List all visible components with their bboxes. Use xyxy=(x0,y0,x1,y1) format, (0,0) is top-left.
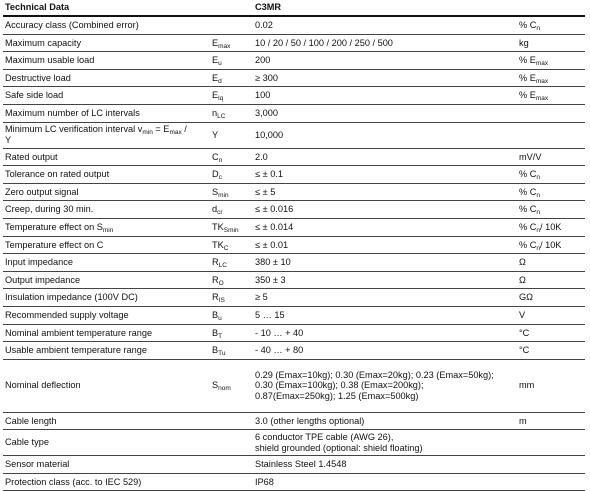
table-row xyxy=(3,122,585,148)
unit-cell: % $C_n$ xyxy=(515,166,585,184)
unit-cell: Ω xyxy=(515,254,585,272)
table-row xyxy=(3,289,585,307)
symbol-cell: $n_{LC}$ xyxy=(206,104,253,122)
unit-cell: mm xyxy=(515,359,585,412)
value-cell: 3,000 xyxy=(253,104,515,122)
table-row xyxy=(3,306,585,324)
symbol-cell: $R_O$ xyxy=(206,271,253,289)
unit-cell: °C xyxy=(515,324,585,342)
table-row xyxy=(3,166,585,184)
param-cell: Nominal deflection xyxy=(3,359,206,412)
value-cell: 6 conductor TPE cable (AWG 26), shield grounded (optional: shield floating) xyxy=(253,430,515,456)
table-row xyxy=(3,456,585,474)
symbol-cell: $E_{max}$ xyxy=(206,34,253,52)
table-row xyxy=(3,412,585,430)
table-row xyxy=(3,236,585,254)
table-row xyxy=(3,148,585,166)
param-cell: Temperature effect on $S_{min}$ xyxy=(3,218,206,236)
symbol-cell: $D_c$ xyxy=(206,166,253,184)
param-cell: Zero output signal xyxy=(3,183,206,201)
unit-cell: Ω xyxy=(515,271,585,289)
table-row xyxy=(3,342,585,360)
value-cell: 10 / 20 / 50 / 100 / 200 / 250 / 500 xyxy=(253,34,515,52)
unit-cell: % $C_n/$ 10K xyxy=(515,236,585,254)
header-value: C3MR xyxy=(253,0,515,16)
unit-cell xyxy=(515,104,585,122)
param-cell: Temperature effect on C xyxy=(3,236,206,254)
symbol-cell: $B_{Tu}$ xyxy=(206,342,253,360)
unit-cell xyxy=(515,473,585,491)
value-cell: - 10 … + 40 xyxy=(253,324,515,342)
param-cell: Safe side load xyxy=(3,87,206,105)
symbol-cell: $TK_C$ xyxy=(206,236,253,254)
symbol-cell xyxy=(206,430,253,456)
unit-cell: mV/V xyxy=(515,148,585,166)
symbol-cell: $S_{nom}$ xyxy=(206,359,253,412)
unit-cell: % $E_{max}$ xyxy=(515,69,585,87)
value-cell: 5 … 15 xyxy=(253,306,515,324)
param-cell: Cable type xyxy=(3,430,206,456)
param-cell: Maximum number of LC intervals xyxy=(3,104,206,122)
table-row xyxy=(3,16,585,34)
unit-cell: kg xyxy=(515,34,585,52)
param-cell: Accuracy class (Combined error) xyxy=(3,16,206,34)
param-cell: Creep, during 30 min. xyxy=(3,201,206,219)
unit-cell: °C xyxy=(515,342,585,360)
table-row xyxy=(3,218,585,236)
value-cell: ≥ 5 xyxy=(253,289,515,307)
value-cell: ≤ ± 5 xyxy=(253,183,515,201)
table-row xyxy=(3,359,585,412)
table-row xyxy=(3,271,585,289)
table-row xyxy=(3,87,585,105)
param-cell: Output impedance xyxy=(3,271,206,289)
unit-cell: m xyxy=(515,412,585,430)
value-cell: 380 ± 10 xyxy=(253,254,515,272)
param-cell: Tolerance on rated output xyxy=(3,166,206,184)
table-row xyxy=(3,201,585,219)
value-cell: 200 xyxy=(253,52,515,70)
value-cell: 10,000 xyxy=(253,122,515,148)
symbol-cell: $E_{lq}$ xyxy=(206,87,253,105)
value-cell: 0.02 xyxy=(253,16,515,34)
value-cell: - 40 … + 80 xyxy=(253,342,515,360)
value-cell: Stainless Steel 1.4548 xyxy=(253,456,515,474)
table-header-row xyxy=(3,0,585,16)
table-row xyxy=(3,183,585,201)
table-row xyxy=(3,324,585,342)
value-cell: 3.0 (other lengths optional) xyxy=(253,412,515,430)
symbol-cell: Y xyxy=(206,122,253,148)
value-cell: 350 ± 3 xyxy=(253,271,515,289)
symbol-cell: $S_{min}$ xyxy=(206,183,253,201)
symbol-cell xyxy=(206,412,253,430)
param-cell: Destructive load xyxy=(3,69,206,87)
value-cell: IP68 xyxy=(253,473,515,491)
symbol-cell xyxy=(206,16,253,34)
unit-cell xyxy=(515,430,585,456)
param-cell: Sensor material xyxy=(3,456,206,474)
param-cell: Cable length xyxy=(3,412,206,430)
symbol-cell: $E_u$ xyxy=(206,52,253,70)
symbol-cell: $B_u$ xyxy=(206,306,253,324)
value-cell: ≤ ± 0.01 xyxy=(253,236,515,254)
table-row xyxy=(3,430,585,456)
unit-cell: % $C_n/$ 10K xyxy=(515,218,585,236)
param-cell: Protection class (acc. to IEC 529) xyxy=(3,473,206,491)
symbol-cell: $R_{IS}$ xyxy=(206,289,253,307)
value-cell: ≥ 300 xyxy=(253,69,515,87)
param-cell: Insulation impedance (100V DC) xyxy=(3,289,206,307)
table-row xyxy=(3,104,585,122)
value-cell: ≤ ± 0.1 xyxy=(253,166,515,184)
symbol-cell: $d_{cr}$ xyxy=(206,201,253,219)
value-cell: 100 xyxy=(253,87,515,105)
symbol-cell: $C_n$ xyxy=(206,148,253,166)
param-cell: Maximum usable load xyxy=(3,52,206,70)
unit-cell: V xyxy=(515,306,585,324)
symbol-cell xyxy=(206,473,253,491)
symbol-cell xyxy=(206,456,253,474)
table-row xyxy=(3,52,585,70)
symbol-cell: $R_{LC}$ xyxy=(206,254,253,272)
unit-cell: % $C_n$ xyxy=(515,16,585,34)
value-cell: ≤ ± 0.014 xyxy=(253,218,515,236)
table-row xyxy=(3,69,585,87)
unit-cell: % $C_n$ xyxy=(515,201,585,219)
symbol-cell: $TK_{Smin}$ xyxy=(206,218,253,236)
param-cell: Rated output xyxy=(3,148,206,166)
symbol-cell: $B_T$ xyxy=(206,324,253,342)
technical-data-table xyxy=(3,0,585,491)
param-cell: Input impedance xyxy=(3,254,206,272)
symbol-cell: $E_d$ xyxy=(206,69,253,87)
unit-cell: GΩ xyxy=(515,289,585,307)
unit-cell xyxy=(515,456,585,474)
param-cell: Nominal ambient temperature range xyxy=(3,324,206,342)
param-cell: Maximum capacity xyxy=(3,34,206,52)
table-row xyxy=(3,254,585,272)
unit-cell: % $E_{max}$ xyxy=(515,52,585,70)
value-cell: ≤ ± 0.016 xyxy=(253,201,515,219)
unit-cell: % $E_{max}$ xyxy=(515,87,585,105)
value-cell: 2.0 xyxy=(253,148,515,166)
header-param: Technical Data xyxy=(3,0,206,16)
table-row xyxy=(3,34,585,52)
param-cell: Recommended supply voltage xyxy=(3,306,206,324)
table-row xyxy=(3,473,585,491)
param-cell: Usable ambient temperature range xyxy=(3,342,206,360)
unit-cell xyxy=(515,122,585,148)
param-cell: Minimum LC verification interval $v_{min} = E_{max}$ / Y xyxy=(3,122,206,148)
value-cell: 0.29 (Emax=10kg); 0.30 (Emax=20kg); 0.23 (Emax=50kg); 0.30 (Emax=100kg); 0.38 (Emax=200kg); 0.87(Emax=250kg); 1.25 (Emax=500kg) xyxy=(253,359,515,412)
unit-cell: % $C_n$ xyxy=(515,183,585,201)
